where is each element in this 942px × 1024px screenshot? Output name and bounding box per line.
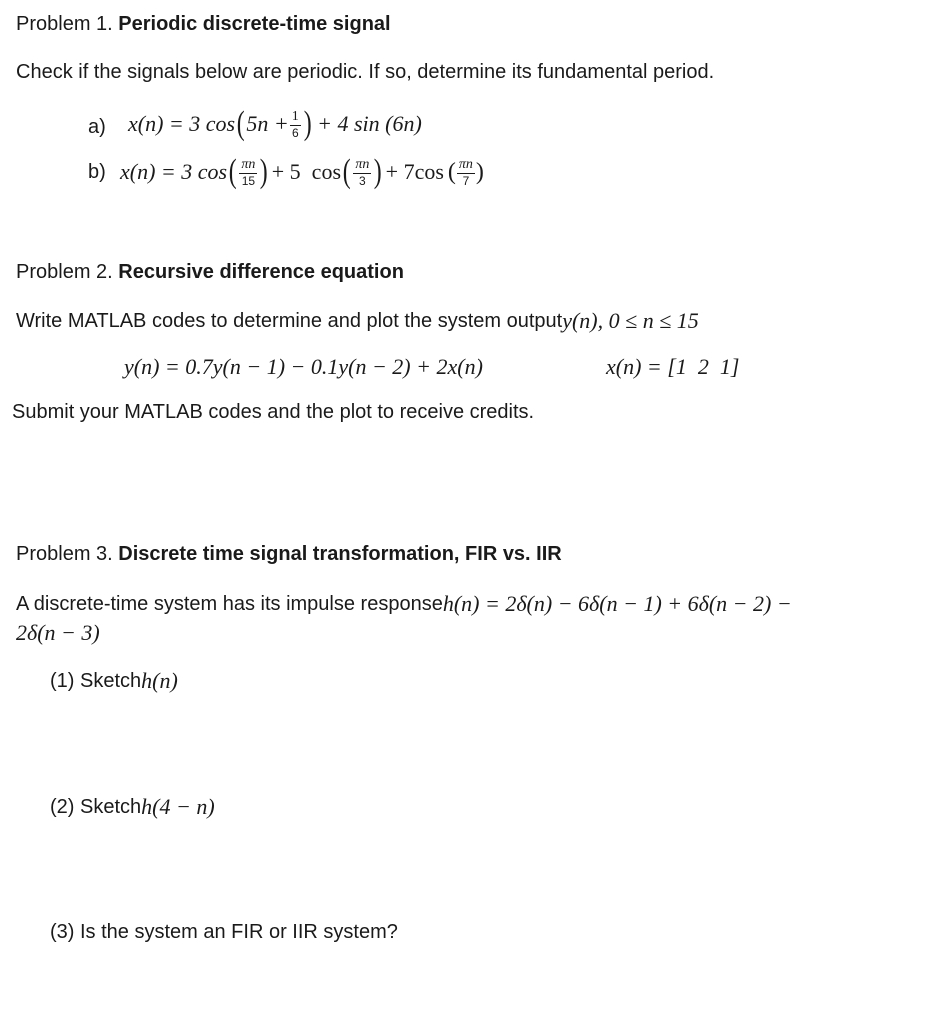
fraction-denominator: 7 <box>462 173 470 188</box>
problem3-impulse-response: h(n) = 2δ(n) − 6δ(n − 1) + 6δ(n − 2) − <box>442 591 792 616</box>
problem3-q1-math: h(n) <box>141 668 178 693</box>
problem2-difference-equation: y(n) = 0.7y(n − 1) − 0.1y(n − 2) + 2x(n) <box>124 354 483 379</box>
problem1-a-tail: + 4 sin (6n) <box>317 111 422 136</box>
problem1-heading <box>16 14 391 34</box>
problem1-prefix: Problem 1. <box>16 13 113 35</box>
problem1-instruction: Check if the signals below are periodic. If so, determine its fundamental period. <box>16 61 715 83</box>
fraction-denominator: 3 <box>358 173 366 188</box>
problem1-a-inner: 5n + <box>246 111 289 136</box>
left-paren: ( <box>236 105 245 142</box>
problem3-intro <box>16 591 792 617</box>
left-paren: ( <box>447 159 456 185</box>
right-paren: ) <box>475 159 484 185</box>
fraction-one-sixth <box>290 110 301 139</box>
fraction-denominator: 6 <box>291 125 299 140</box>
left-paren: ( <box>342 153 351 190</box>
right-paren: ) <box>374 153 382 190</box>
problem2-submit-note: Submit your MATLAB codes and the plot to receive credits. <box>12 401 535 423</box>
problem3-impulse-response-cont: 2δ(n − 3) <box>16 620 100 645</box>
fraction-numerator: πn <box>355 156 370 172</box>
problem3-q2 <box>50 794 215 820</box>
problem3-title: Discrete time signal transformation, FIR vs. IIR <box>118 543 562 565</box>
problem2-instruction-text: Write MATLAB codes to determine and plot the system output <box>16 309 563 332</box>
problem2-instruction <box>16 308 699 334</box>
fraction-numerator: πn <box>241 156 256 172</box>
problem1-b-mid: + 5 cos <box>271 159 341 184</box>
problem3-q3: (3) Is the system an FIR or IIR system? <box>50 921 398 943</box>
fraction-numerator: 1 <box>291 108 299 124</box>
problem3-q1 <box>50 668 178 694</box>
fraction-denominator: 15 <box>241 173 256 188</box>
fraction-numerator: πn <box>458 156 473 172</box>
problem2-prefix: Problem 2. <box>16 261 113 283</box>
problem1-b-label: b) <box>88 161 106 183</box>
problem1-b-lhs: x(n) = 3 cos <box>120 159 228 184</box>
left-paren: ( <box>228 153 237 190</box>
problem2-title: Recursive difference equation <box>118 261 404 283</box>
fraction-pin-over-3 <box>353 158 371 187</box>
problem1-title: Periodic discrete-time signal <box>118 13 391 35</box>
problem2-input-sequence: x(n) = [1 2 1] <box>606 354 740 379</box>
problem2-range-math: y(n), 0 ≤ n ≤ 15 <box>562 308 699 333</box>
fraction-pin-over-15 <box>239 158 257 187</box>
problem3-q2-math: h(4 − n) <box>141 794 215 819</box>
problem2-heading <box>16 262 404 282</box>
problem1-b-equation <box>120 150 484 194</box>
problem3-heading <box>16 544 562 564</box>
problem3-q1-text: (1) Sketch <box>50 669 142 692</box>
problem1-a-label: a) <box>88 116 106 138</box>
problem1-b-mid2: + 7cos <box>385 159 444 184</box>
right-paren: ) <box>303 105 312 142</box>
problem1-a-equation <box>128 104 422 144</box>
right-paren: ) <box>260 153 269 190</box>
problem3-intro-text: A discrete-time system has its impulse response <box>16 592 443 615</box>
problem1-a-lhs: x(n) = 3 cos <box>128 111 236 136</box>
problem3-prefix: Problem 3. <box>16 543 113 565</box>
problem3-q2-text: (2) Sketch <box>50 795 142 818</box>
fraction-pin-over-7 <box>457 158 475 187</box>
